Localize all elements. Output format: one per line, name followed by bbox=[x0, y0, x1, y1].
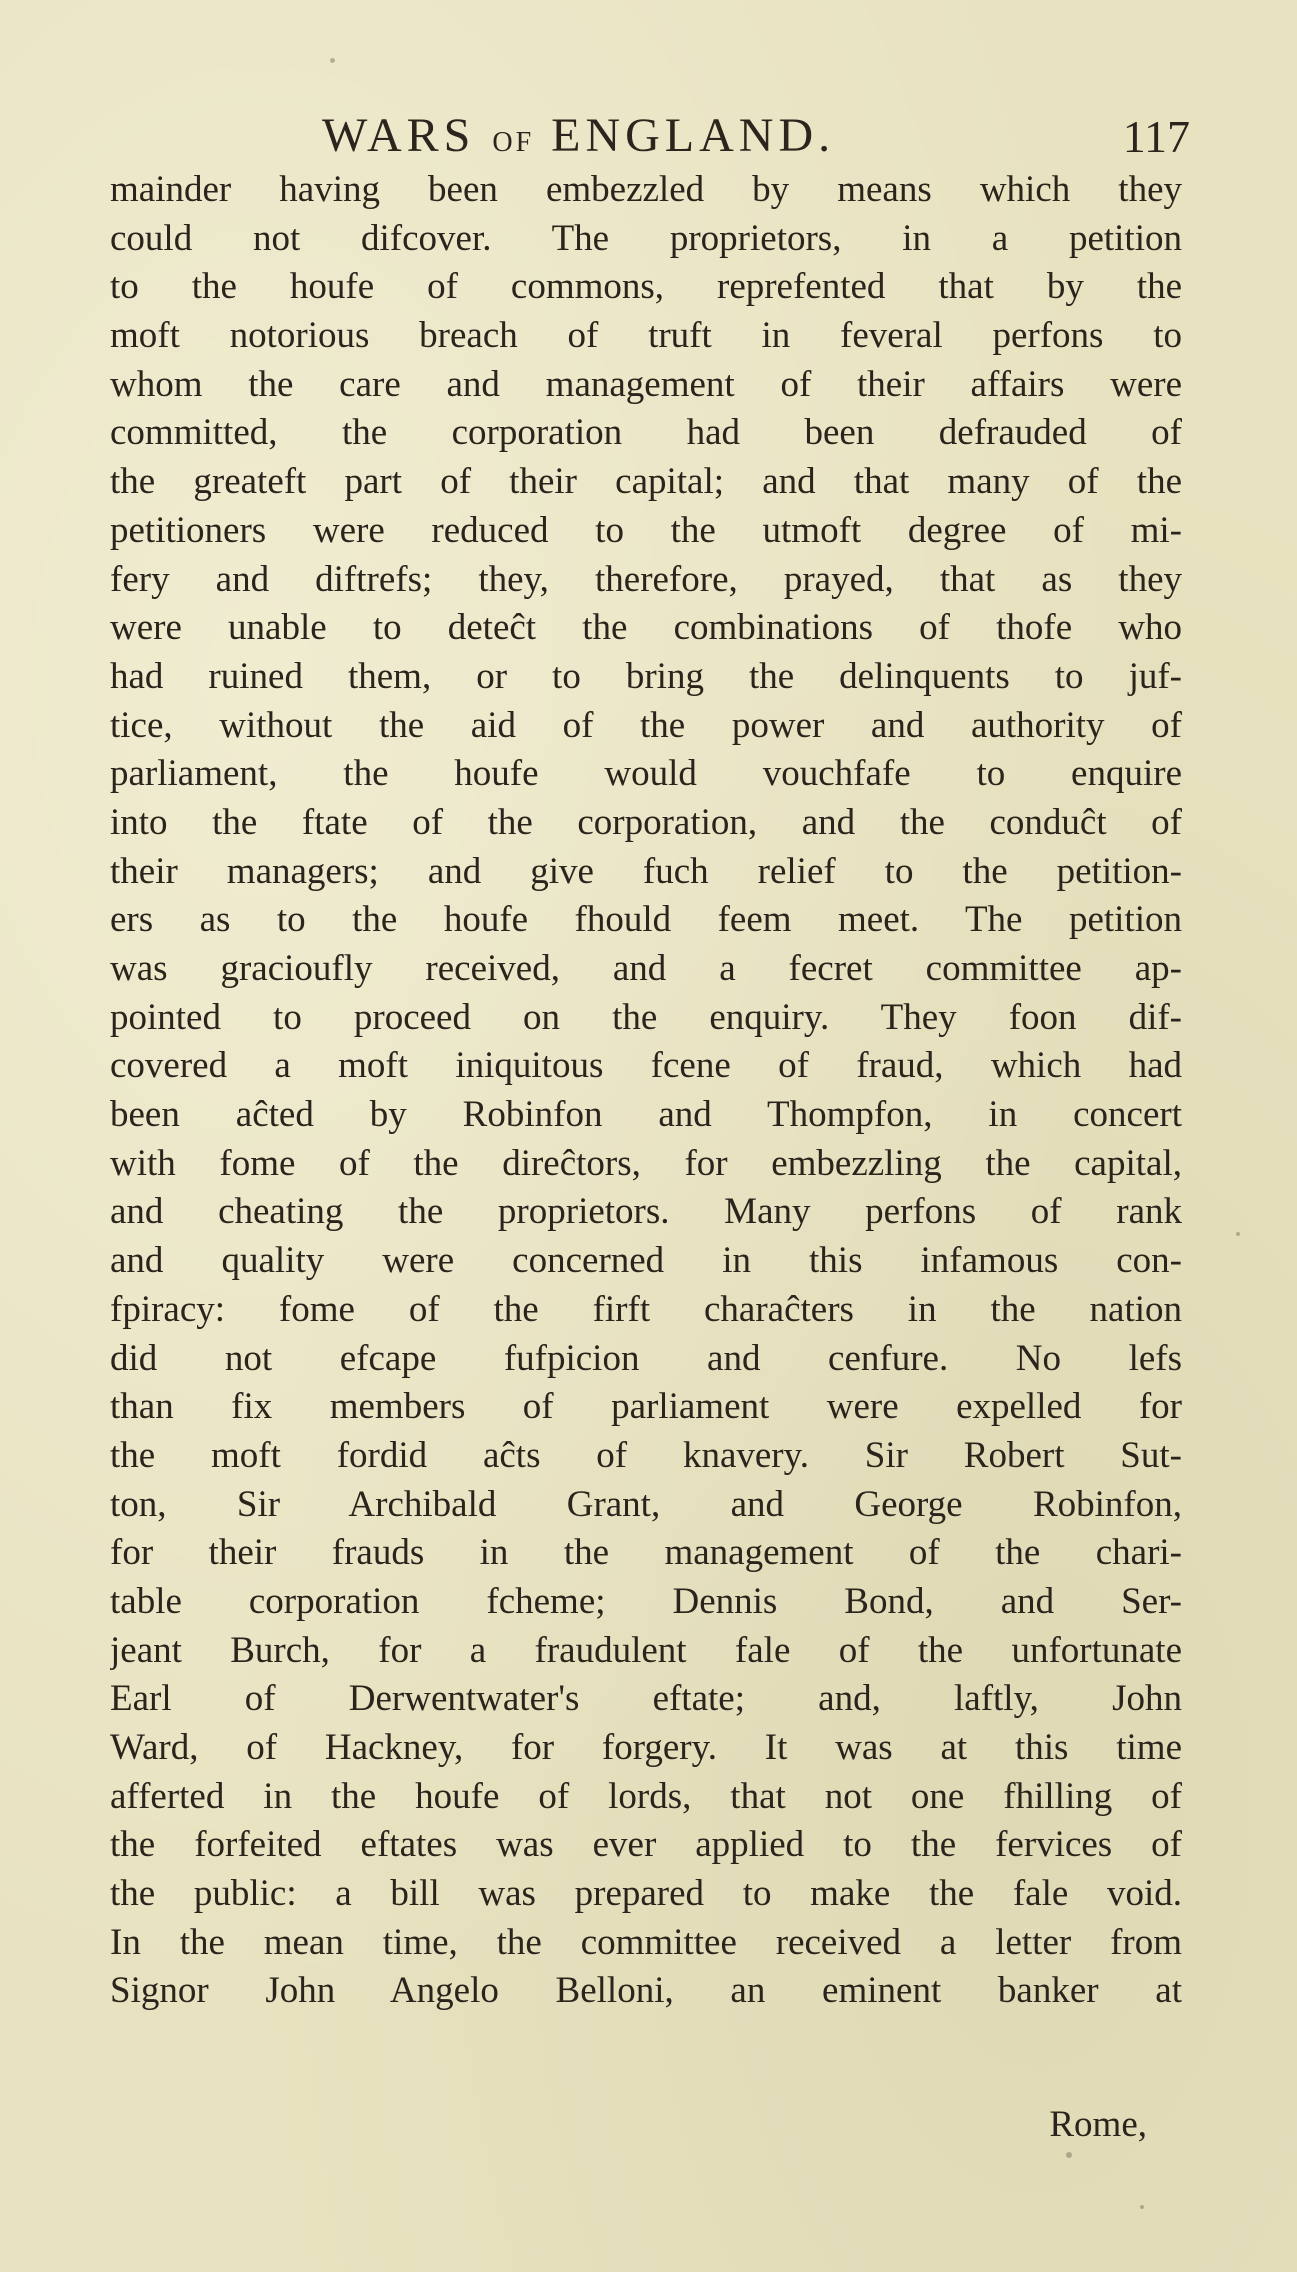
text-line: their managers; and give fuch relief to the petition- bbox=[110, 850, 1182, 892]
text-line: parliament, the houfe would vouchfafe to enquire bbox=[110, 753, 1182, 795]
paper-speck bbox=[1066, 2152, 1072, 2158]
page-number: 117 bbox=[1122, 111, 1190, 162]
catchword: Rome, bbox=[1049, 2104, 1147, 2145]
text-line: ton, Sir Archibald Grant, and George Robinfon, bbox=[110, 1483, 1182, 1525]
running-title-england: ENGLAND. bbox=[551, 109, 836, 162]
text-line: than fix members of parliament were expelled for bbox=[110, 1386, 1182, 1428]
text-line: whom the care and management of their affairs were bbox=[110, 363, 1182, 405]
text-line: fpiracy: fome of the firft charaĉters in the nation bbox=[110, 1288, 1182, 1330]
text-line: been aĉted by Robinfon and Thompfon, in concert bbox=[110, 1094, 1182, 1136]
text-line: covered a moft iniquitous fcene of fraud, which had bbox=[110, 1045, 1182, 1087]
running-header bbox=[322, 108, 1202, 168]
text-line: pointed to proceed on the enquiry. They foon dif- bbox=[110, 996, 1182, 1038]
text-line: with fome of the direĉtors, for embezzling the capital, bbox=[110, 1142, 1182, 1184]
text-line: to the houfe of commons, reprefented that by the bbox=[110, 266, 1182, 308]
text-line: had ruined them, or to bring the delinquents to juf- bbox=[110, 655, 1182, 697]
paper-speck bbox=[1140, 2205, 1144, 2209]
text-line: the public: a bill was prepared to make the fale void. bbox=[110, 1873, 1182, 1915]
body-text bbox=[110, 166, 1182, 2016]
text-line: ers as to the houfe fhould feem meet. The petition bbox=[110, 899, 1182, 941]
paper-speck bbox=[330, 58, 335, 63]
text-line: Earl of Derwentwater's eftate; and, laftly, John bbox=[110, 1678, 1182, 1720]
text-line: afferted in the houfe of lords, that not one fhilling of bbox=[110, 1775, 1182, 1817]
text-line: did not efcape fufpicion and cenfure. No lefs bbox=[110, 1337, 1182, 1379]
text-line: were unable to deteĉt the combinations of thofe who bbox=[110, 607, 1182, 649]
text-line: In the mean time, the committee received a letter from bbox=[110, 1921, 1182, 1963]
text-line: mainder having been embezzled by means which they bbox=[110, 169, 1182, 210]
paper-speck bbox=[1236, 1232, 1240, 1236]
running-title bbox=[322, 108, 835, 163]
running-title-wars: WARS bbox=[322, 109, 476, 162]
text-line: committed, the corporation had been defrauded of bbox=[110, 412, 1182, 454]
running-title-of: OF bbox=[492, 127, 535, 158]
text-line: could not difcover. The proprietors, in a petition bbox=[110, 217, 1182, 259]
text-line: the forfeited eftates was ever applied to the fervices of bbox=[110, 1824, 1182, 1866]
text-line: into the ftate of the corporation, and the conduĉt of bbox=[110, 801, 1182, 843]
text-line: table corporation fcheme; Dennis Bond, and Ser- bbox=[110, 1580, 1182, 1622]
text-line: the moft fordid aĉts of knavery. Sir Robert Sut- bbox=[110, 1434, 1182, 1476]
text-line: moft notorious breach of truft in feveral perfons to bbox=[110, 315, 1182, 357]
text-line: Signor John Angelo Belloni, an eminent banker at bbox=[110, 1970, 1182, 2012]
text-line: for their frauds in the management of the chari- bbox=[110, 1532, 1182, 1574]
text-line: petitioners were reduced to the utmoft degree of mi- bbox=[110, 509, 1182, 551]
text-line: fery and diftrefs; they, therefore, prayed, that as they bbox=[110, 558, 1182, 600]
text-line: and cheating the proprietors. Many perfons of rank bbox=[110, 1191, 1182, 1233]
text-line: Ward, of Hackney, for forgery. It was at this time bbox=[110, 1727, 1182, 1768]
text-line: was gracioufly received, and a fecret committee ap- bbox=[110, 948, 1182, 989]
text-line: tice, without the aid of the power and authority of bbox=[110, 704, 1182, 746]
text-line: and quality were concerned in this infamous con- bbox=[110, 1240, 1182, 1282]
text-line: jeant Burch, for a fraudulent fale of the unfortunate bbox=[110, 1629, 1182, 1671]
text-line: the greateft part of their capital; and that many of the bbox=[110, 461, 1182, 503]
